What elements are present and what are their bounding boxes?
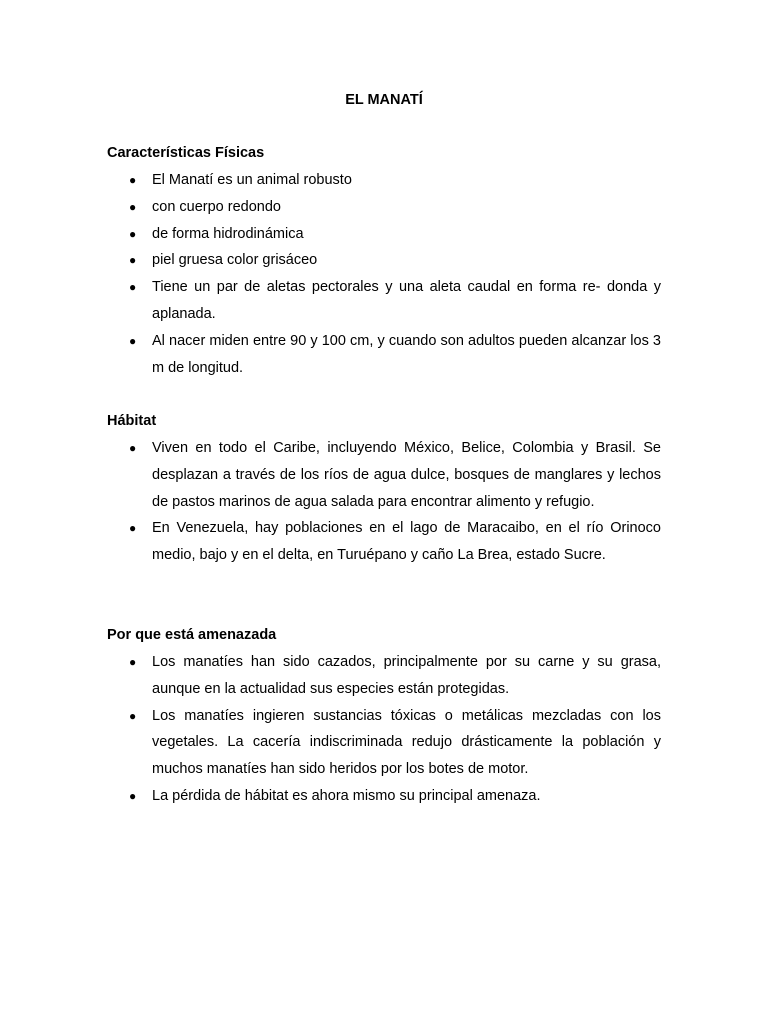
section-amenaza	[107, 622, 661, 810]
section-heading: Características Físicas	[107, 145, 265, 161]
list-item	[107, 274, 661, 328]
list-item	[107, 247, 661, 274]
bullet-icon: ●	[129, 708, 137, 723]
list-item	[107, 783, 661, 810]
list-item	[107, 435, 661, 515]
list-item-text: Viven en todo el Caribe, incluyendo México, Belice, Colombia y Brasil. Se desplazan a través de los ríos de agua dulce, bosques de manglares y lechos de pastos marinos de agua salada para encontrar alimento y refugio.	[152, 440, 661, 510]
bullet-icon: ●	[129, 655, 137, 669]
section-heading: Por que está amenazada	[107, 627, 277, 643]
bullet-icon: ●	[129, 280, 137, 295]
list-item-text: con cuerpo redondo	[152, 198, 281, 215]
bullet-icon: ●	[129, 521, 137, 536]
bullet-list	[107, 435, 661, 569]
bullet-icon: ●	[129, 253, 137, 268]
list-item	[107, 328, 661, 382]
list-item-text: La pérdida de hábitat es ahora mismo su principal amenaza.	[152, 787, 541, 804]
bullet-list	[107, 167, 661, 381]
bullet-icon: ●	[129, 226, 137, 241]
list-item-text: piel gruesa color grisáceo	[152, 252, 318, 269]
section-habitat	[107, 408, 661, 569]
bullet-icon: ●	[129, 788, 137, 803]
list-item-text: Los manatíes ingieren sustancias tóxicas o metálicas mezcladas con los vegetales. La cacería indiscriminada redujo drásticamente la población y muchos manatíes han sido heridos por los botes de motor.	[152, 707, 661, 778]
bullet-list	[107, 649, 661, 810]
list-item-text: Al nacer miden entre 90 y 100 cm, y cuando son adultos pueden alcanzar los 3 m de longitud.	[152, 332, 661, 376]
bullet-icon: ●	[129, 441, 137, 455]
section-heading: Hábitat	[107, 413, 157, 429]
document-title: EL MANATÍ	[345, 92, 423, 108]
list-item-text: de forma hidrodinámica	[152, 225, 304, 242]
list-item-text: En Venezuela, hay poblaciones en el lago de Maracaibo, en el río Orinoco medio, bajo y en el delta, en Turuépano y caño La Brea, estado Sucre.	[152, 520, 661, 564]
bullet-icon: ●	[129, 199, 137, 214]
section-caracteristicas-fisicas	[107, 140, 661, 381]
list-item	[107, 167, 661, 194]
list-item-text: El Manatí es un animal robusto	[152, 172, 352, 188]
list-item	[107, 515, 661, 569]
list-item-text: Los manatíes han sido cazados, principalmente por su carne y su grasa, aunque en la actualidad sus especies están protegidas.	[152, 654, 661, 697]
list-item-text: Tiene un par de aletas pectorales y una aleta caudal en forma re- donda y aplanada.	[152, 279, 661, 322]
list-item	[107, 649, 661, 703]
list-item	[107, 221, 661, 248]
bullet-icon: ●	[129, 333, 137, 348]
bullet-icon: ●	[129, 173, 137, 187]
list-item	[107, 703, 661, 783]
list-item	[107, 194, 661, 221]
